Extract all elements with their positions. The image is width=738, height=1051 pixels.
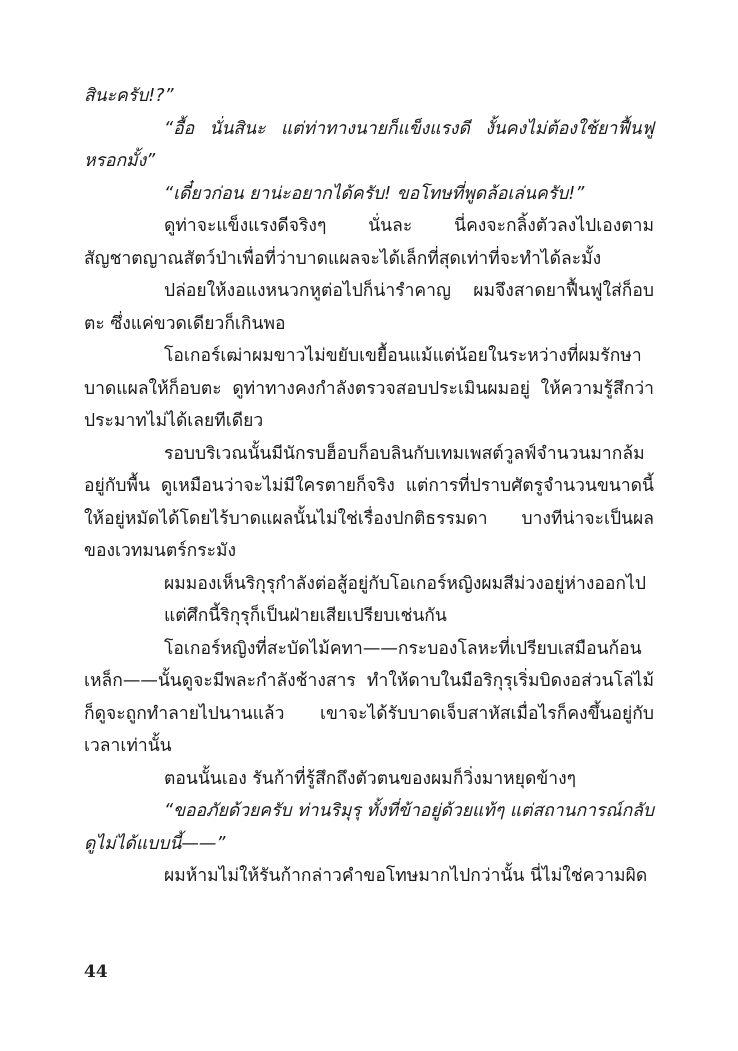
paragraph: ปล่อยให้งอแงหนวกหูต่อไปก็น่ารำคาญ ผมจึงสาดยาฟื้นฟูใส่ก็อบตะ ซึ่งแค่ขวดเดียวก็เกินพอ: [84, 281, 654, 334]
paragraph: แต่ศึกนี้ริกุรุก็เป็นฝ่ายเสียเปรียบเช่นกัน: [164, 606, 447, 626]
paragraph: ผมห้ามไม่ให้รันก้ากล่าวคำขอโทษมากไปกว่านั้น นี่ไม่ใช่ความผิด: [164, 866, 648, 886]
paragraph: “อื้อ นั่นสินะ แต่ท่าทางนายก็แข็งแรงดี งั้นคงไม่ต้องใช้ยาฟื้นฟูหรอกมั้ง”: [84, 118, 654, 171]
paragraph: ผมมองเห็นริกุรุกำลังต่อสู้อยู่กับโอเกอร์หญิงผมสีม่วงอยู่ห่างออกไป: [164, 573, 646, 594]
paragraph: รอบบริเวณนั้นมีนักรบฮ็อบก็อบลินกับเทมเพสต์วูลฟ์จำนวนมากล้มอยู่กับพื้น ดูเหมือนว่าจะไม่มีใครตายก็จริง แต่การที่ปราบศัตรูจำนวนขนาดนี้ให้อยู่หมัดได้โดยไร้บาดแผลนั้นไม่ใช่เรื่องปกติธรรมดา บางทีน่าจะเป็นผลของเวทมนตร์กระมัง: [84, 443, 654, 561]
paragraph: “เดี๋ยวก่อน ยาน่ะอยากได้ครับ! ขอโทษที่พูดล้อเล่นครับ!”: [164, 183, 585, 204]
paragraph: “ขออภัยด้วยครับ ท่านริมุรุ ทั้งที่ข้าอยู่ด้วยแท้ๆ แต่สถานการณ์กลับดูไม่ได้แบบนี้——”: [84, 801, 654, 854]
paragraph: ดูท่าจะแข็งแรงดีจริงๆ นั่นละ นี่คงจะกลิ้งตัวลงไปเองตามสัญชาตญาณสัตว์ป่าเพื่อที่ว่าบาดแผลจะได้เล็กที่สุดเท่าที่จะทำได้ละมั้ง: [84, 216, 654, 269]
page-number: 44: [84, 962, 108, 982]
paragraph: โอเกอร์หญิงที่สะบัดไม้คทา——กระบองโลหะที่เปรียบเสมือนก้อนเหล็ก——นั้นดูจะมีพละกำลังช้างสาร ทำให้ดาบในมือริกุรุเริ่มบิดงอส่วนโล่ไม้ก็ดูจะถูกทำลายไปนานแล้ว เขาจะได้รับบาดเจ็บสาหัสเมื่อไรก็คงขึ้นอยู่กับเวลาเท่านั้น: [84, 638, 654, 756]
paragraph: สินะครับ!?”: [84, 86, 174, 106]
body-text: [84, 80, 654, 893]
paragraph: ตอนนั้นเอง รันก้าที่รู้สึกถึงตัวตนของผมก็วิ่งมาหยุดข้างๆ: [164, 768, 577, 789]
paragraph: โอเกอร์เฒ่าผมขาวไม่ขยับเขยื้อนแม้แต่น้อยในระหว่างที่ผมรักษาบาดแผลให้ก็อบตะ ดูท่าทางคงกำลังตรวจสอบประเมินผมอยู่ ให้ความรู้สึกว่าประมาทไม่ได้เลยทีเดียว: [84, 346, 654, 431]
